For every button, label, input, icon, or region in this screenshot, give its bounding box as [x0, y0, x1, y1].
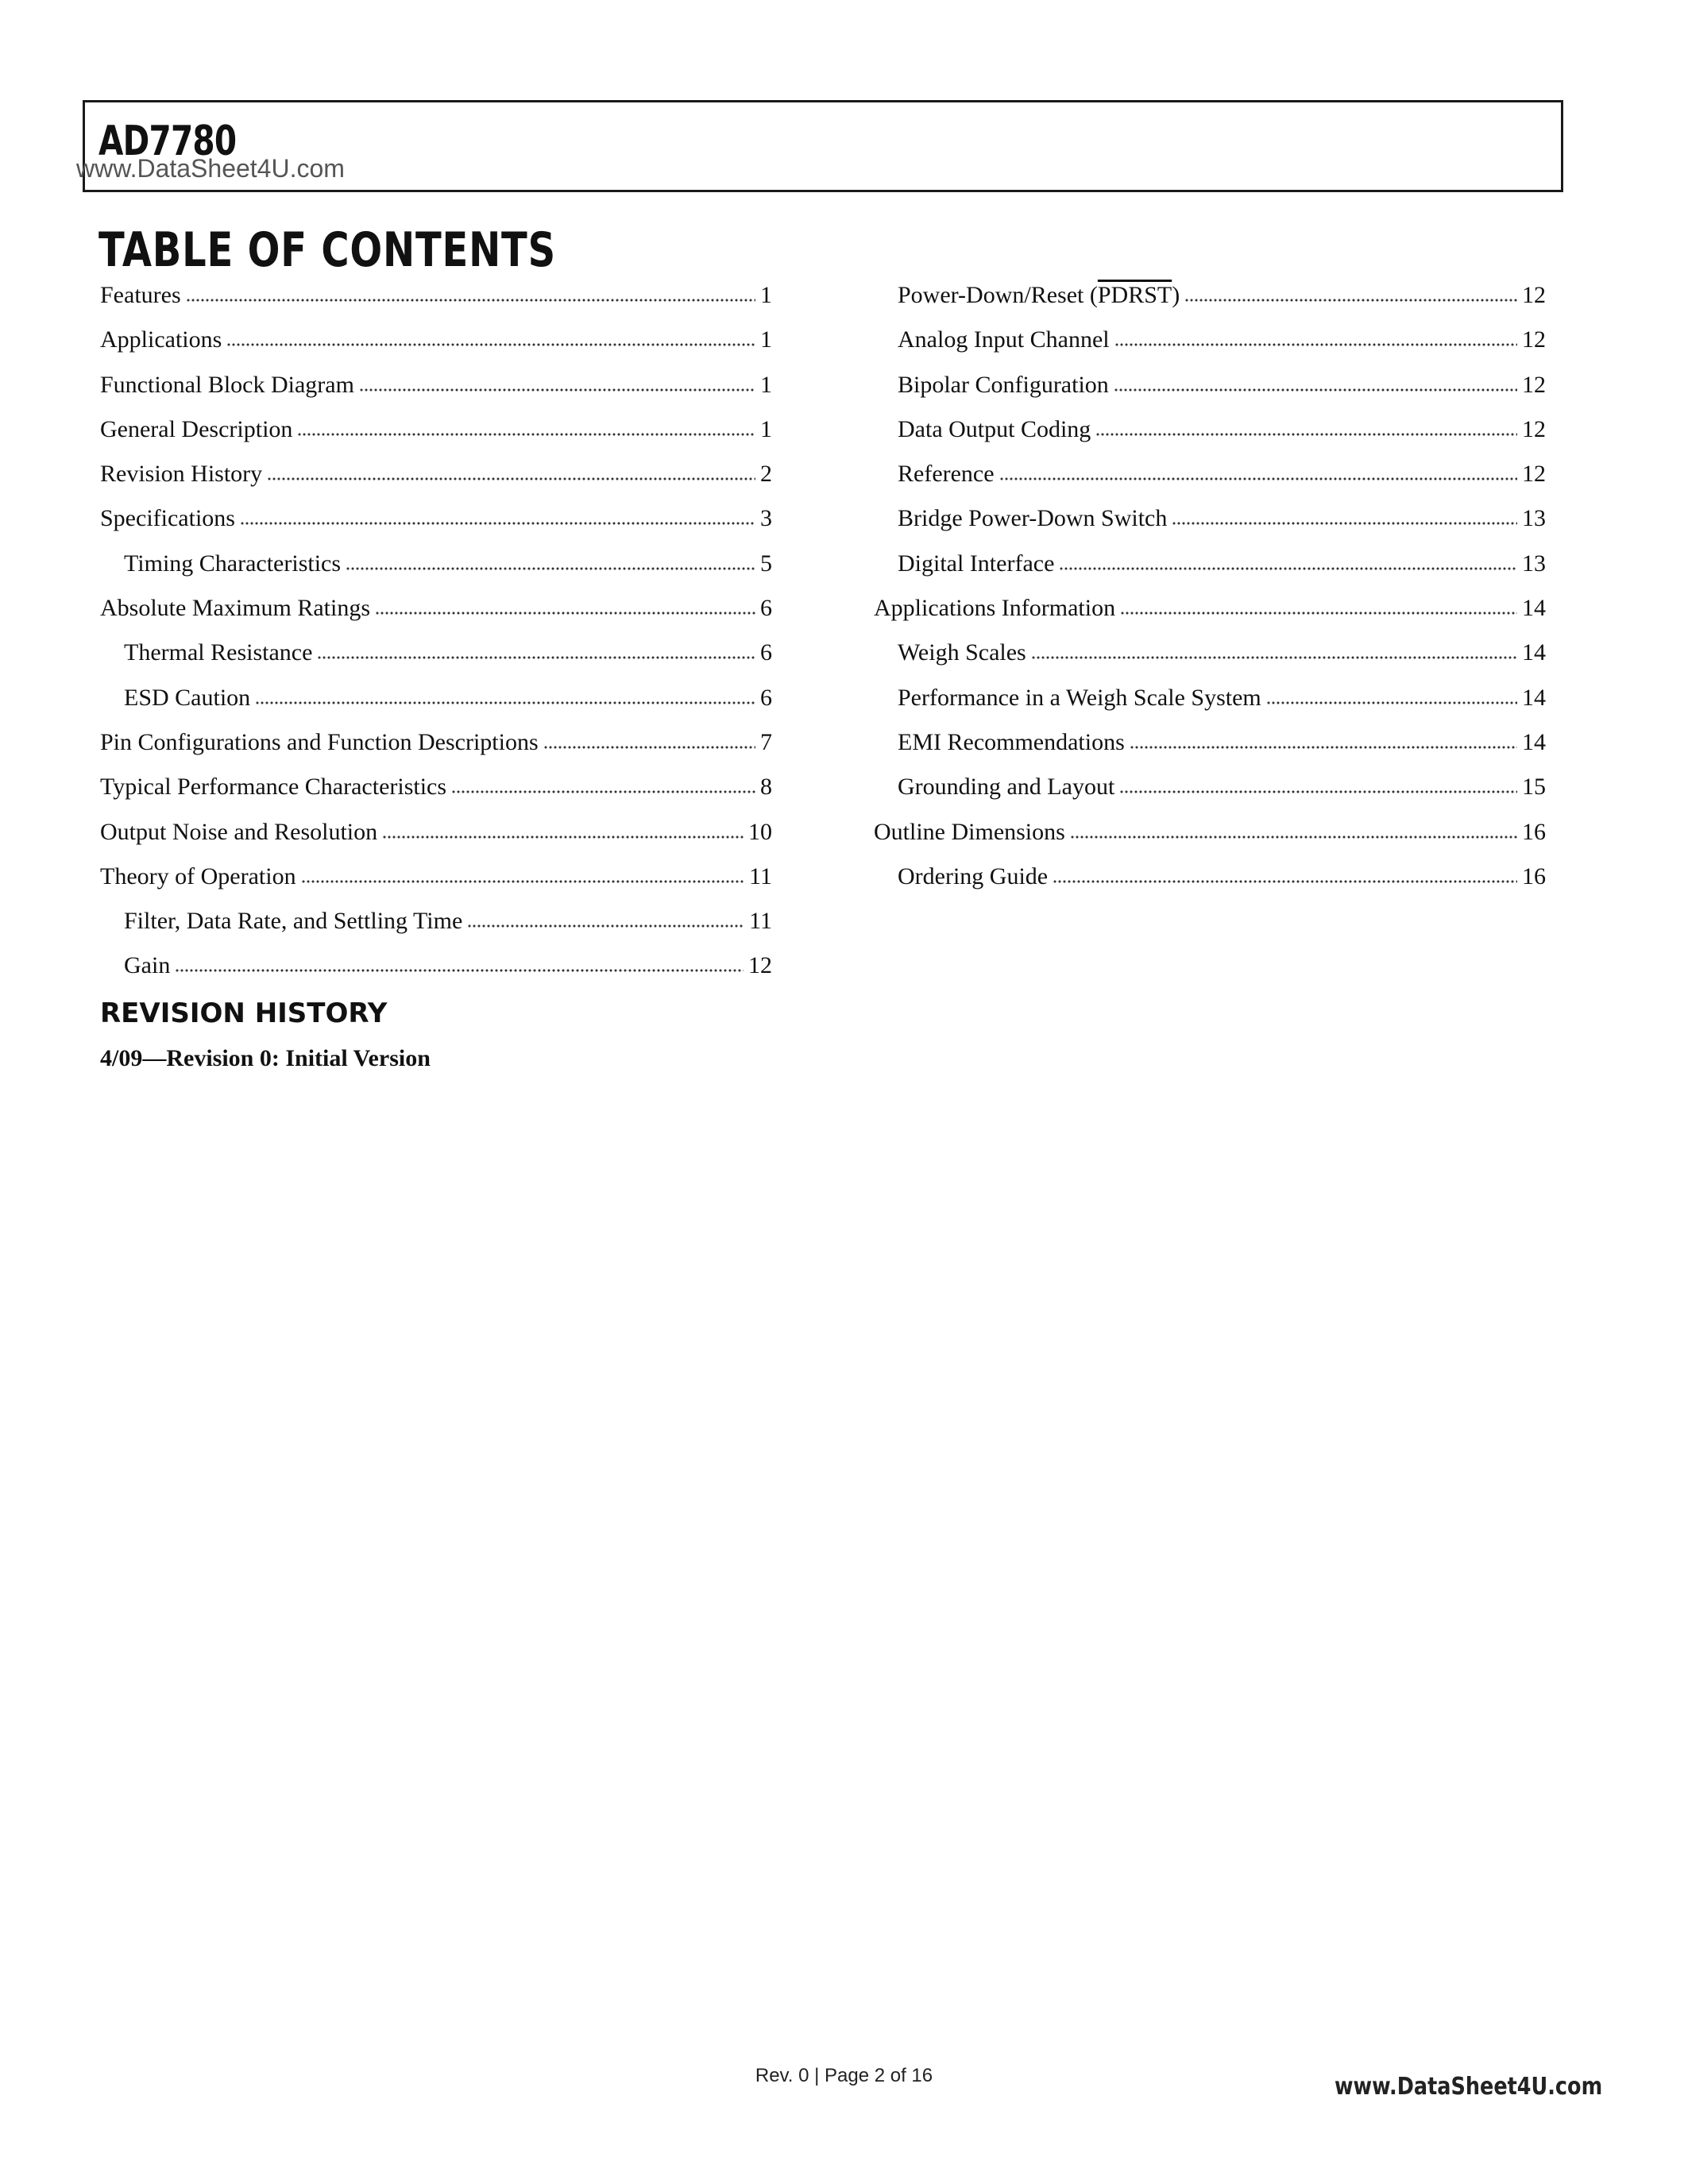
toc-entry-title-text: Outline Dimensions [874, 818, 1065, 845]
toc-dot-leader [382, 833, 744, 839]
toc-entry-page: 11 [749, 908, 772, 935]
toc-dot-leader [375, 609, 755, 615]
toc-entry-title-text: Reference [898, 461, 995, 488]
toc-dot-leader [359, 386, 755, 392]
toc-entry[interactable] [100, 586, 772, 631]
toc-entry-title-text: ESD Caution [124, 684, 251, 711]
toc-entry-title-text: Weigh Scales [898, 639, 1026, 666]
toc-entry[interactable] [874, 676, 1546, 720]
toc-dot-leader [1095, 430, 1517, 437]
toc-entry-page: 11 [749, 862, 772, 889]
toc-entry[interactable] [874, 720, 1546, 765]
toc-entry-title [124, 542, 341, 586]
toc-entry[interactable] [100, 273, 772, 318]
toc-entry-title-text: Analog Input Channel [898, 326, 1110, 353]
toc-dot-leader [1114, 386, 1517, 392]
toc-entry-page: 7 [760, 728, 772, 755]
toc-entry[interactable] [874, 452, 1546, 496]
toc-entry-title [898, 273, 1180, 318]
toc-entry[interactable] [100, 631, 772, 675]
toc-entry-title-text: Power-Down/Reset ( [898, 282, 1098, 308]
toc-entry-title [898, 676, 1261, 720]
toc-dot-leader [1070, 833, 1517, 839]
toc-entry[interactable] [100, 810, 772, 855]
toc-entry-title [874, 810, 1065, 855]
toc-entry-title [100, 586, 370, 631]
toc-entry-title [100, 765, 446, 809]
toc-dot-leader [1120, 609, 1517, 615]
page-footer: Rev. 0 | Page 2 of 16 [755, 2065, 933, 2086]
toc-entry-title-text: Output Noise and Resolution [100, 818, 378, 845]
toc-entry-page: 6 [760, 595, 772, 622]
toc-entry-title-text: Absolute Maximum Ratings [100, 595, 370, 622]
toc-entry-title [898, 631, 1026, 675]
toc-entry-page: 14 [1522, 639, 1546, 666]
toc-entry-page: 13 [1522, 550, 1546, 577]
toc-entry-title-text: Timing Characteristics [124, 550, 342, 577]
toc-entry-title-text: Grounding and Layout [898, 774, 1115, 801]
toc-entry-title-text: General Description [100, 415, 293, 442]
toc-entry[interactable] [100, 542, 772, 586]
toc-entry-page: 12 [1522, 415, 1546, 442]
toc-entry[interactable] [874, 318, 1546, 362]
toc-entry[interactable] [874, 407, 1546, 452]
toc-entry-title-text: Specifications [100, 505, 235, 532]
toc-entry-page: 12 [1522, 282, 1546, 308]
toc-entry-title-text: Pin Configurations and Function Descriptions [100, 728, 539, 755]
toc-entry-title [100, 318, 222, 362]
toc-entry-page: 12 [748, 952, 772, 979]
toc-dot-leader [451, 788, 755, 794]
toc-entry-page: 3 [760, 505, 772, 532]
toc-entry[interactable] [874, 810, 1546, 855]
toc-entry-page: 14 [1522, 595, 1546, 622]
toc-dot-leader [226, 341, 755, 347]
toc-entry-title [100, 855, 296, 899]
toc-entry-page: 1 [760, 282, 772, 308]
toc-entry[interactable] [100, 899, 772, 943]
revision-entry: 4/09—Revision 0: Initial Version [100, 1045, 431, 1071]
toc-entry-title-text: Typical Performance Characteristics [100, 774, 447, 801]
toc-entry-title [100, 810, 377, 855]
toc-entry-title [898, 542, 1054, 586]
toc-entry-title-text: Theory of Operation [100, 862, 296, 889]
toc-entry[interactable] [874, 363, 1546, 407]
toc-entry-title-text: Applications Information [874, 595, 1116, 622]
toc-dot-leader [175, 967, 744, 973]
toc-entry[interactable] [874, 855, 1546, 899]
toc-dot-leader [1053, 878, 1517, 884]
toc-dot-leader [255, 699, 755, 705]
toc-entry-page: 5 [760, 550, 772, 577]
toc-entry-page: 12 [1522, 326, 1546, 353]
toc-entry-signal-name: PDRST [1097, 282, 1172, 308]
part-number: AD7780 [98, 118, 237, 165]
toc-entry-title-text: Revision History [100, 461, 263, 488]
toc-entry-title [100, 452, 262, 496]
toc-entry-page: 1 [760, 415, 772, 442]
toc-entry-page: 6 [760, 639, 772, 666]
toc-entry-page: 12 [1522, 371, 1546, 398]
toc-dot-leader [186, 296, 755, 303]
toc-dot-leader [317, 654, 755, 660]
toc-entry[interactable] [100, 496, 772, 541]
toc-entry-title [898, 496, 1167, 541]
toc-entry-page: 1 [760, 326, 772, 353]
watermark-link-bottom[interactable]: www.DataSheet4U.com [1335, 2073, 1603, 2101]
toc-entry-page: 14 [1522, 728, 1546, 755]
toc-entry-page: 10 [748, 818, 772, 845]
toc-entry[interactable] [100, 407, 772, 452]
toc-entry[interactable] [100, 765, 772, 809]
watermark-link-top[interactable]: www.DataSheet4U.com [76, 154, 345, 183]
toc-entry-page: 13 [1522, 505, 1546, 532]
toc-entry-title-text: Applications [100, 326, 222, 353]
toc-entry-page: 16 [1522, 818, 1546, 845]
toc-entry-title-text: Digital Interface [898, 550, 1055, 577]
toc-entry-page: 1 [760, 371, 772, 398]
toc-entry-title-suffix: ) [1172, 282, 1180, 308]
toc-dot-leader [346, 565, 755, 571]
toc-entry-title [898, 720, 1125, 765]
toc-dot-leader [267, 475, 755, 481]
toc-dot-leader [1119, 788, 1517, 794]
toc-entry-page: 15 [1522, 774, 1546, 801]
toc-entry-title [100, 273, 181, 318]
toc-entry-title-text: Ordering Guide [898, 862, 1049, 889]
toc-entry-page: 14 [1522, 684, 1546, 711]
toc-entry[interactable] [874, 765, 1546, 809]
toc-dot-leader [301, 878, 745, 884]
toc-entry-title-text: Bridge Power-Down Switch [898, 505, 1168, 532]
toc-right-column [874, 273, 1546, 899]
toc-entry-title [898, 452, 995, 496]
toc-entry[interactable] [874, 273, 1546, 318]
toc-dot-leader [240, 519, 755, 526]
toc-entry[interactable] [100, 318, 772, 362]
toc-entry-title-text: Thermal Resistance [124, 639, 313, 666]
toc-entry-title-text: Filter, Data Rate, and Settling Time [124, 908, 463, 935]
toc-entry-title [124, 676, 250, 720]
toc-entry-title-text: Gain [124, 952, 171, 979]
toc-entry-page: 8 [760, 774, 772, 801]
toc-dot-leader [1031, 654, 1517, 660]
toc-entry-title-text: Bipolar Configuration [898, 371, 1109, 398]
toc-entry-title [100, 720, 539, 765]
toc-entry-title [100, 407, 292, 452]
toc-dot-leader [1114, 341, 1517, 347]
toc-entry-page: 6 [760, 684, 772, 711]
toc-entry[interactable] [874, 496, 1546, 541]
toc-entry-title-text: Data Output Coding [898, 415, 1091, 442]
toc-entry[interactable] [874, 586, 1546, 631]
toc-left-column [100, 273, 772, 989]
toc-dot-leader [999, 475, 1517, 481]
toc-dot-leader [1130, 743, 1517, 750]
toc-entry-title [898, 318, 1110, 362]
toc-entry[interactable] [874, 631, 1546, 675]
toc-entry-title [100, 496, 235, 541]
toc-entry[interactable] [100, 676, 772, 720]
toc-dot-leader [1172, 519, 1517, 526]
toc-entry[interactable] [100, 363, 772, 407]
toc-entry-title-text: EMI Recommendations [898, 728, 1125, 755]
toc-dot-leader [297, 430, 755, 437]
toc-entry-title [898, 363, 1109, 407]
toc-entry-title [124, 631, 312, 675]
toc-entry[interactable] [874, 542, 1546, 586]
toc-entry-page: 2 [760, 461, 772, 488]
toc-entry-title-text: Functional Block Diagram [100, 371, 354, 398]
toc-entry[interactable] [100, 452, 772, 496]
toc-entry-title [898, 765, 1114, 809]
toc-entry-title [124, 899, 462, 943]
toc-entry-title [898, 407, 1091, 452]
toc-entry-title [100, 363, 354, 407]
toc-dot-leader [543, 743, 755, 750]
toc-entry-title [124, 943, 170, 988]
toc-dot-leader [1059, 565, 1517, 571]
toc-dot-leader [467, 922, 744, 928]
toc-entry[interactable] [100, 855, 772, 899]
revision-history-heading: REVISION HISTORY [100, 997, 388, 1029]
toc-entry-title [874, 586, 1115, 631]
toc-dot-leader [1184, 296, 1517, 303]
toc-entry[interactable] [100, 943, 772, 988]
toc-entry-page: 12 [1522, 461, 1546, 488]
toc-heading: TABLE OF CONTENTS [98, 222, 556, 278]
toc-entry-title [898, 855, 1048, 899]
toc-entry[interactable] [100, 720, 772, 765]
toc-dot-leader [1266, 699, 1517, 705]
toc-entry-title-text: Performance in a Weigh Scale System [898, 684, 1261, 711]
toc-entry-page: 16 [1522, 862, 1546, 889]
toc-entry-title-text: Features [100, 282, 181, 308]
